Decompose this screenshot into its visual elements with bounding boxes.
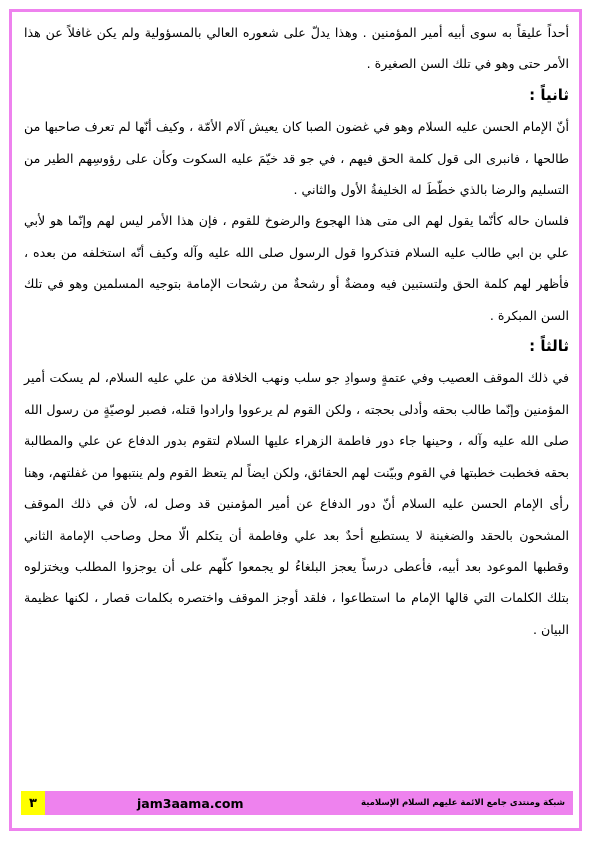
page-number: ٣ [21, 791, 45, 815]
paragraph: فلسان حاله كأنّما يقول لهم الى متى هذا الهجوع والرضوخ للقوم ، فإن هذا الأمر ليس لهم وإنّما هو لأبي علي بن ابي طالب عليه السلام فتذكروا قول الرسول صلى الله عليه وآله وكيف أنّه استخلفه من بعده ، فأظهر لهم كلمة الحق ولتستبين فيه ومضةٌ أو رشحةٌ من رشحات الإمامة بتوجيه المسلمين وهو في تلك السن المبكرة . [24, 213, 569, 323]
paragraph: أحداً عليقاً به سوى أبيه أمير المؤمنين . وهذا يدلّ على شعوره العالي بالمسؤولية ولم يكن غافلاً عن هذا الأمر حتى وهو في تلك السن الصغيرة . [24, 25, 569, 72]
footer-site-url[interactable]: jam3aama.com [137, 795, 244, 811]
section-heading: ثانياً : [529, 85, 569, 104]
paragraph: في ذلك الموقف العصيب وفي عتمةٍ وسوادِ جو سلب ونهب الخلافة من علي عليه السلام، لم يسكت أمير المؤمنين وإنّما طالب بحقه وأدلى بحجته ، ولكن القوم لم يرعووا وارادوا قتله، فصبر لوصيّةٍ من رسول الله صلى الله عليه وآله ، وحينها جاء دور فاطمة الزهراء عليها السلام لتقوم بدور الدفاع عن علي والمطالبة بحقه فخطبت خطبتها في القوم وبيّنت لهم الحقائق، ولكن ايضاً لم يتعظ القوم ولم ينتبهوا من غفلتهم، وهنا رأى الإمام الحسن عليه السلام أنّ دور الدفاع عن أمير المؤمنين قد وصل له، لأن في ذلك الموقف المشحون بالحقد والضغينة لا يستطيع أحدٌ بعد علي وفاطمة أن يتكلم الّا محل وصاحب الإمامة الثاني وقطبها الموعود بعد أبيه، فأعطى درساً يعجز البلغاءُ لو يجمعوا كلّهم على أن يوجزوا المطلب ويختزلوه بتلك الكلمات التي قالها الإمام ما استطاعوا ، فلقد أوجز الموقف واختصره بكلمات قصار ، لكنها عظيمة البيان . [24, 370, 569, 637]
paragraph: أنّ الإمام الحسن عليه السلام وهو في غضون الصبا كان يعيش آلام الأمّة ، وكيف أنّها لم تعرف صاحبها من طالحها ، فانبرى الى قول كلمة الحق فيهم ، في جو قد خيّمَ عليه السكوت وكأن على رؤوسِهم الطير من التسليم والرضا بالذي خطّطَ له الخليفةُ الأول والثاني . [24, 119, 569, 198]
footer-bar [21, 791, 573, 815]
section-heading: ثالثاً : [529, 337, 569, 356]
document-body [24, 17, 569, 645]
footer-network-name: شبكة ومنتدى جامع الائمة عليهم السلام الإسلامية [361, 798, 565, 808]
